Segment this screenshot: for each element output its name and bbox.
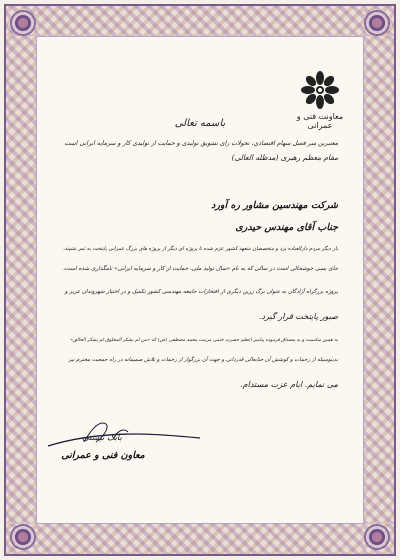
body-line: پروژه بزرگراه آزادگان به عنوان برگ زرین دیگری از افتخارات جامعه مهندسی کشور تکمیل و در اختیار شهروندان عزیز و (64, 289, 338, 295)
signer-name: بابک نیستی (82, 433, 122, 443)
corner-ornament-icon (10, 524, 36, 550)
body-line: به همین مناسبت و به مصداق فرموده پیامبر اعظم حضرت ختمی مرتبت محمد مصطفی (ص) که «من لم یشکر المخلوق لم یشکر الخالق» (70, 338, 338, 343)
company-name: شرکت مهندسین مشاور ره آورد (211, 200, 338, 211)
logo-caption: معاونت فنی و عمرانی (296, 112, 344, 130)
recipient-name: جناب آقای مهندس حیدری (235, 222, 338, 233)
intro-line: مقام معظم رهبری (مدظله العالی) (231, 153, 338, 162)
page-heading: باسمه تعالی (174, 118, 226, 129)
body-line: جای بسی خوشحالی است در سالی که به نام «سال تولید ملی، حمایت از کار و سرمایه ایرانی» نامگذاری شده است، (62, 266, 338, 272)
corner-ornament-icon (10, 10, 36, 36)
corner-ornament-icon (364, 524, 390, 550)
corner-ornament-icon (364, 10, 390, 36)
flower-logo-icon (300, 70, 340, 110)
intro-line: معتبرین سر فصل سهام اقتصادی، تحولات رای تشویق تولیدی و حمایت از تولیدی کار و سرمایه ایرانی است (64, 140, 338, 147)
body-line: می نمایم. ایام عزت مستدام. (240, 379, 338, 389)
body-line: صبور پایتخت قرار گیرد. (258, 311, 338, 321)
signer-title: معاون فنی و عمرانی (61, 450, 145, 461)
body-line: بدینوسیله از زحمات و کوشش آن جنابعالی قدردانی و جهت آن بزرگوار از زحمات و تلاش صمیمانه در راه جمعیت محترم نیز (68, 357, 338, 363)
body-line: بار دیگر مردم دارالعباده یزد و متخصصان متعهد کشور عزم شده تا پروژه ای دیگر از پروژه های بزرگ عمرانی پایتخت به ثمر نشیند، (62, 246, 338, 252)
